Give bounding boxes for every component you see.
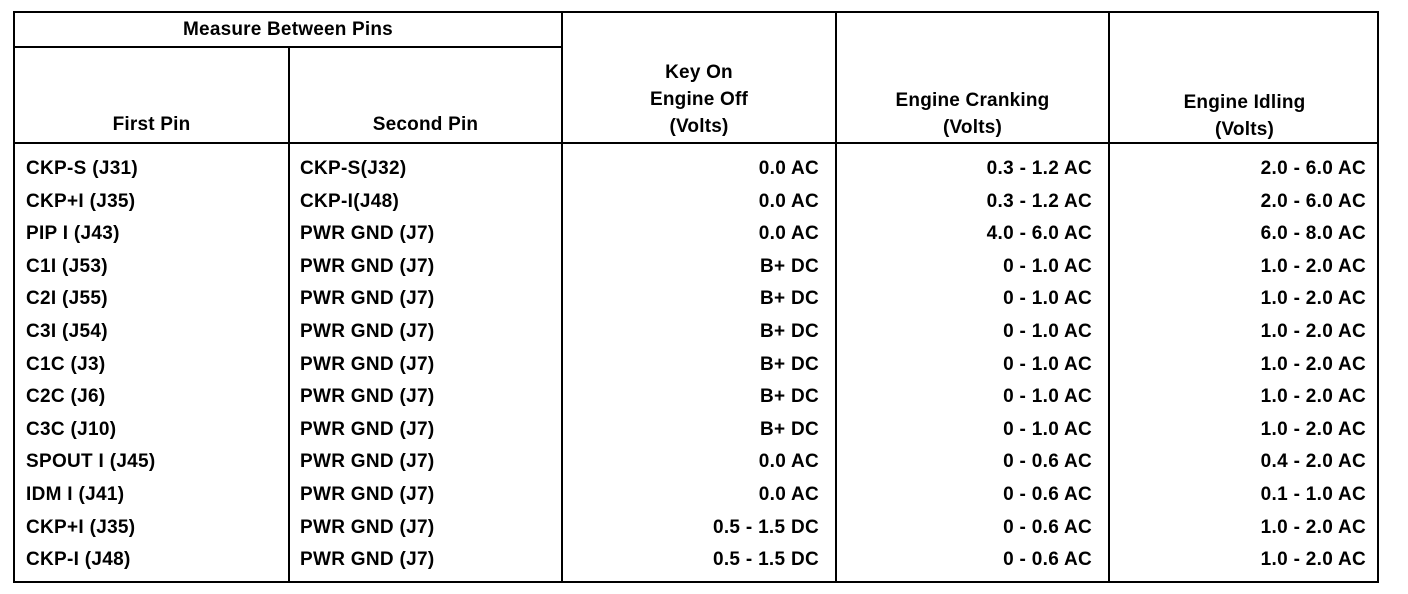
group-header-measure-between-pins: Measure Between Pins bbox=[183, 19, 393, 40]
cell-second-pin: PWR GND (J7) bbox=[300, 288, 435, 310]
cell-first-pin: IDM I (J41) bbox=[26, 484, 125, 505]
header-cranking-line2: (Volts) bbox=[942, 117, 1003, 138]
cell-key-on: 0.5 - 1.5 DC bbox=[712, 549, 819, 571]
cell-idling: 1.0 - 2.0 AC bbox=[1260, 386, 1366, 408]
table-row bbox=[15, 381, 1379, 414]
table-row bbox=[15, 186, 1379, 219]
cell-key-on: 0.0 AC bbox=[758, 190, 819, 212]
header-idling-line1: Engine Idling bbox=[1183, 92, 1306, 113]
cell-cranking: 0 - 1.0 AC bbox=[1003, 288, 1092, 310]
cell-key-on: B+ DC bbox=[759, 288, 819, 310]
cell-second-pin: CKP-I(J48) bbox=[300, 190, 400, 212]
cell-idling: 1.0 - 2.0 AC bbox=[1260, 353, 1366, 375]
cell-second-pin: PWR GND (J7) bbox=[300, 549, 435, 571]
cell-cranking: 0 - 0.6 AC bbox=[1003, 484, 1092, 505]
cell-second-pin: PWR GND (J7) bbox=[300, 418, 435, 440]
cell-second-pin: PWR GND (J7) bbox=[300, 386, 435, 408]
cell-cranking: 0 - 1.0 AC bbox=[1003, 418, 1092, 440]
cell-first-pin: CKP-S (J31) bbox=[26, 158, 139, 179]
cell-key-on: 0.0 AC bbox=[758, 158, 819, 179]
cell-cranking: 0 - 1.0 AC bbox=[1003, 353, 1092, 375]
cell-second-pin: PWR GND (J7) bbox=[300, 255, 435, 277]
pin-voltage-table bbox=[13, 11, 1379, 583]
cell-idling: 0.4 - 2.0 AC bbox=[1260, 451, 1366, 473]
cell-first-pin: SPOUT I (J45) bbox=[26, 451, 156, 473]
cell-cranking: 0 - 0.6 AC bbox=[1003, 549, 1092, 571]
cell-cranking: 4.0 - 6.0 AC bbox=[986, 223, 1092, 245]
table-row bbox=[15, 218, 1379, 251]
cell-key-on: B+ DC bbox=[759, 353, 819, 375]
cell-second-pin: PWR GND (J7) bbox=[300, 484, 435, 505]
cell-second-pin: PWR GND (J7) bbox=[300, 321, 435, 342]
table-row bbox=[15, 414, 1379, 447]
cell-idling: 1.0 - 2.0 AC bbox=[1260, 255, 1366, 277]
cell-key-on: B+ DC bbox=[759, 255, 819, 277]
table-row bbox=[15, 349, 1379, 382]
table-row bbox=[15, 479, 1379, 512]
cell-first-pin: C3I (J54) bbox=[26, 321, 108, 342]
cell-idling: 6.0 - 8.0 AC bbox=[1260, 223, 1366, 245]
cell-first-pin: CKP+I (J35) bbox=[26, 190, 136, 212]
cell-idling: 1.0 - 2.0 AC bbox=[1260, 516, 1366, 538]
cell-cranking: 0 - 1.0 AC bbox=[1003, 321, 1092, 342]
cell-first-pin: C3C (J10) bbox=[26, 418, 117, 440]
table-row bbox=[15, 544, 1379, 577]
cell-idling: 1.0 - 2.0 AC bbox=[1260, 418, 1366, 440]
cell-second-pin: PWR GND (J7) bbox=[300, 451, 435, 473]
cell-key-on: B+ DC bbox=[759, 418, 819, 440]
cell-first-pin: C2I (J55) bbox=[26, 288, 108, 310]
table-row bbox=[15, 446, 1379, 479]
cell-second-pin: PWR GND (J7) bbox=[300, 353, 435, 375]
cell-idling: 1.0 - 2.0 AC bbox=[1260, 288, 1366, 310]
cell-first-pin: CKP+I (J35) bbox=[26, 516, 136, 538]
cell-idling: 1.0 - 2.0 AC bbox=[1260, 549, 1366, 571]
header-key-on-line1: Key On bbox=[665, 62, 733, 83]
table-row bbox=[15, 512, 1379, 545]
cell-second-pin: PWR GND (J7) bbox=[300, 516, 435, 538]
cell-key-on: 0.0 AC bbox=[758, 223, 819, 245]
cell-idling: 2.0 - 6.0 AC bbox=[1260, 158, 1366, 179]
cell-idling: 2.0 - 6.0 AC bbox=[1260, 190, 1366, 212]
cell-idling: 0.1 - 1.0 AC bbox=[1260, 484, 1366, 505]
cell-first-pin: CKP-I (J48) bbox=[26, 549, 131, 571]
header-idling-line2: (Volts) bbox=[1214, 119, 1275, 140]
cell-cranking: 0 - 1.0 AC bbox=[1003, 386, 1092, 408]
cell-key-on: B+ DC bbox=[759, 321, 819, 342]
cell-idling: 1.0 - 2.0 AC bbox=[1260, 321, 1366, 342]
cell-key-on: 0.0 AC bbox=[758, 451, 819, 473]
cell-second-pin: CKP-S(J32) bbox=[300, 158, 407, 179]
header-cranking-line1: Engine Cranking bbox=[895, 90, 1050, 111]
cell-cranking: 0 - 0.6 AC bbox=[1003, 516, 1092, 538]
header-key-on-line3: (Volts) bbox=[669, 116, 729, 137]
table-row bbox=[15, 251, 1379, 284]
cell-first-pin: C2C (J6) bbox=[26, 386, 106, 408]
cell-key-on: 0.5 - 1.5 DC bbox=[712, 516, 819, 538]
cell-cranking: 0.3 - 1.2 AC bbox=[986, 190, 1092, 212]
header-key-on-line2: Engine Off bbox=[649, 89, 749, 110]
cell-first-pin: PIP I (J43) bbox=[26, 223, 120, 245]
cell-second-pin: PWR GND (J7) bbox=[300, 223, 435, 245]
cell-cranking: 0 - 1.0 AC bbox=[1003, 255, 1092, 277]
group-header-divider bbox=[15, 46, 563, 48]
cell-cranking: 0.3 - 1.2 AC bbox=[986, 158, 1092, 179]
table-row bbox=[15, 316, 1379, 349]
table-row bbox=[15, 153, 1379, 186]
table-row bbox=[15, 283, 1379, 316]
cell-first-pin: C1I (J53) bbox=[26, 255, 108, 277]
header-first-pin: First Pin bbox=[112, 114, 191, 135]
cell-cranking: 0 - 0.6 AC bbox=[1003, 451, 1092, 473]
cell-key-on: B+ DC bbox=[759, 386, 819, 408]
cell-first-pin: C1C (J3) bbox=[26, 353, 106, 375]
cell-key-on: 0.0 AC bbox=[758, 484, 819, 505]
header-second-pin: Second Pin bbox=[372, 114, 479, 135]
